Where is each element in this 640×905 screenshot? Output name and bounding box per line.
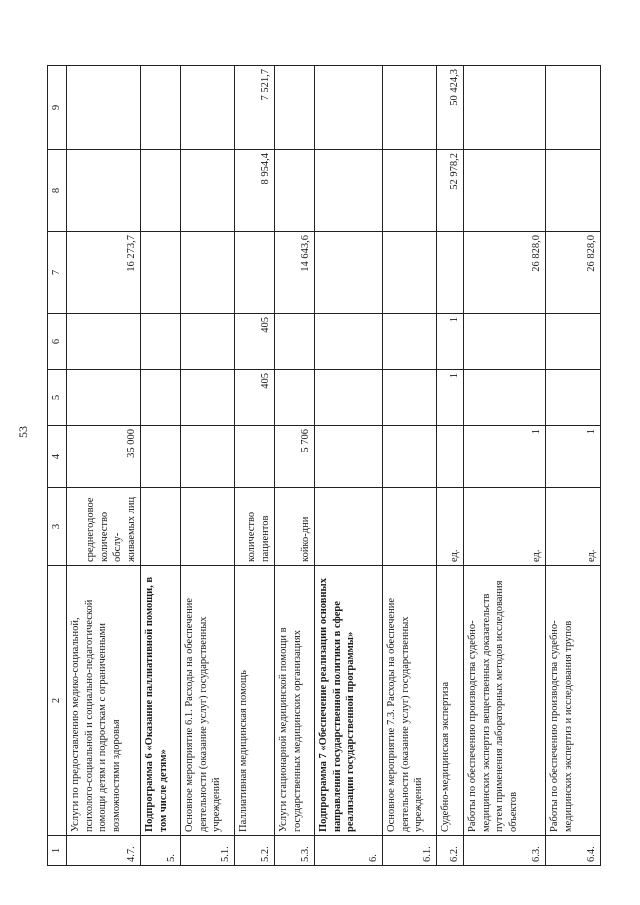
row-value-9 — [275, 66, 315, 150]
row-name: Услуги по предоставлению медико-социальной, психолого-социальной и социально-педагогической помощи детям и подросткам с ограниченными возможностями здоровья — [67, 566, 141, 836]
row-value-5 — [464, 370, 546, 426]
row-value-8 — [315, 150, 383, 232]
row-value-6: 405 — [235, 314, 275, 370]
row-name: Работы по обеспечению производства судебно-медицинских экспертиз вещественных доказательств путем применения лабораторных методов исследования объектов — [464, 566, 546, 836]
row-value-8: 8 954,4 — [235, 150, 275, 232]
row-value-8 — [67, 150, 141, 232]
rotated-table-container — [47, 66, 597, 866]
header-row — [48, 66, 67, 866]
row-value-6: 1 — [437, 314, 464, 370]
row-id: 6.3. — [464, 836, 546, 866]
row-value-5: 405 — [235, 370, 275, 426]
data-table — [47, 65, 601, 866]
row-value-7: 16 273,7 — [67, 232, 141, 314]
row-value-8 — [464, 150, 546, 232]
table-row — [235, 66, 275, 866]
row-value-4: 1 — [546, 426, 601, 488]
row-value-9 — [67, 66, 141, 150]
table-row — [546, 66, 601, 866]
row-id: 5. — [141, 836, 181, 866]
row-id: 5.1. — [181, 836, 235, 866]
row-value-5: 1 — [437, 370, 464, 426]
col-header-6: 6 — [48, 314, 67, 370]
row-value-7 — [181, 232, 235, 314]
table-row — [181, 66, 235, 866]
row-value-6 — [141, 314, 181, 370]
row-value-4 — [141, 426, 181, 488]
row-value-8 — [383, 150, 437, 232]
col-header-3: 3 — [48, 488, 67, 566]
col-header-9: 9 — [48, 66, 67, 150]
row-name: Судебно-медицинская экспертиза — [437, 566, 464, 836]
row-value-8: 52 978,2 — [437, 150, 464, 232]
row-value-9 — [181, 66, 235, 150]
row-id: 6.4. — [546, 836, 601, 866]
col-header-2: 2 — [48, 566, 67, 836]
col-header-1: 1 — [48, 836, 67, 866]
table-row — [383, 66, 437, 866]
table-row — [315, 66, 383, 866]
row-unit: ед. — [437, 488, 464, 566]
row-value-7 — [235, 232, 275, 314]
row-value-9 — [383, 66, 437, 150]
row-value-9 — [546, 66, 601, 150]
row-value-8 — [546, 150, 601, 232]
row-unit: ед. — [464, 488, 546, 566]
row-value-4 — [315, 426, 383, 488]
row-unit: среднегодовое количество обслу-живаемых лиц — [67, 488, 141, 566]
row-id: 5.2. — [235, 836, 275, 866]
table-row — [67, 66, 141, 866]
row-value-4: 5 706 — [275, 426, 315, 488]
row-value-6 — [67, 314, 141, 370]
row-value-5 — [67, 370, 141, 426]
row-value-7: 14 643,6 — [275, 232, 315, 314]
col-header-8: 8 — [48, 150, 67, 232]
row-name: Подпрограмма 6 «Оказание паллиативной помощи, в том числе детям» — [141, 566, 181, 836]
row-value-4 — [235, 426, 275, 488]
row-value-6 — [275, 314, 315, 370]
row-value-7 — [141, 232, 181, 314]
row-value-9 — [141, 66, 181, 150]
row-value-5 — [315, 370, 383, 426]
row-value-7 — [383, 232, 437, 314]
row-value-5 — [275, 370, 315, 426]
row-name: Подпрограмма 7 «Обеспечение реализации основных направлений государственной политики в сфере реализации государственной программы» — [315, 566, 383, 836]
row-value-5 — [383, 370, 437, 426]
row-id: 6.2. — [437, 836, 464, 866]
row-value-9 — [464, 66, 546, 150]
row-value-6 — [181, 314, 235, 370]
row-value-5 — [181, 370, 235, 426]
row-value-8 — [181, 150, 235, 232]
row-value-4: 35 000 — [67, 426, 141, 488]
row-value-6 — [315, 314, 383, 370]
page-number: 53 — [16, 426, 30, 438]
row-id: 6. — [315, 836, 383, 866]
row-name: Паллиативная медицинская помощь — [235, 566, 275, 836]
row-id: 6.1. — [383, 836, 437, 866]
row-value-7 — [315, 232, 383, 314]
row-unit — [383, 488, 437, 566]
col-header-7: 7 — [48, 232, 67, 314]
row-value-9: 7 521,7 — [235, 66, 275, 150]
row-unit: койко-дни — [275, 488, 315, 566]
row-value-4 — [437, 426, 464, 488]
row-id: 4.7. — [67, 836, 141, 866]
row-unit: ед. — [546, 488, 601, 566]
table-row — [275, 66, 315, 866]
row-name: Основное мероприятие 7.3. Расходы на обеспечение деятельности (оказание услуг) государственных учреждений — [383, 566, 437, 836]
row-value-5 — [546, 370, 601, 426]
row-value-7: 26 828,0 — [546, 232, 601, 314]
col-header-5: 5 — [48, 370, 67, 426]
row-value-9: 50 424,3 — [437, 66, 464, 150]
table-row — [437, 66, 464, 866]
row-value-6 — [546, 314, 601, 370]
row-value-7 — [437, 232, 464, 314]
row-value-7: 26 828,0 — [464, 232, 546, 314]
row-unit — [315, 488, 383, 566]
row-value-8 — [275, 150, 315, 232]
row-value-4 — [181, 426, 235, 488]
row-unit — [181, 488, 235, 566]
row-value-8 — [141, 150, 181, 232]
row-unit: количество пациентов — [235, 488, 275, 566]
row-name: Основное мероприятие 6.1. Расходы на обеспечение деятельности (оказание услуг) государственных учреждений — [181, 566, 235, 836]
col-header-4: 4 — [48, 426, 67, 488]
table-row — [464, 66, 546, 866]
row-value-5 — [141, 370, 181, 426]
row-value-4: 1 — [464, 426, 546, 488]
row-value-9 — [315, 66, 383, 150]
row-unit — [141, 488, 181, 566]
row-name: Работы по обеспечению производства судебно-медицинских экспертиз и исследования трупов — [546, 566, 601, 836]
row-value-6 — [383, 314, 437, 370]
row-value-4 — [383, 426, 437, 488]
row-name: Услуги стационарной медицинской помощи в государственных медицинских организациях — [275, 566, 315, 836]
table-row — [141, 66, 181, 866]
row-id: 5.3. — [275, 836, 315, 866]
row-value-6 — [464, 314, 546, 370]
